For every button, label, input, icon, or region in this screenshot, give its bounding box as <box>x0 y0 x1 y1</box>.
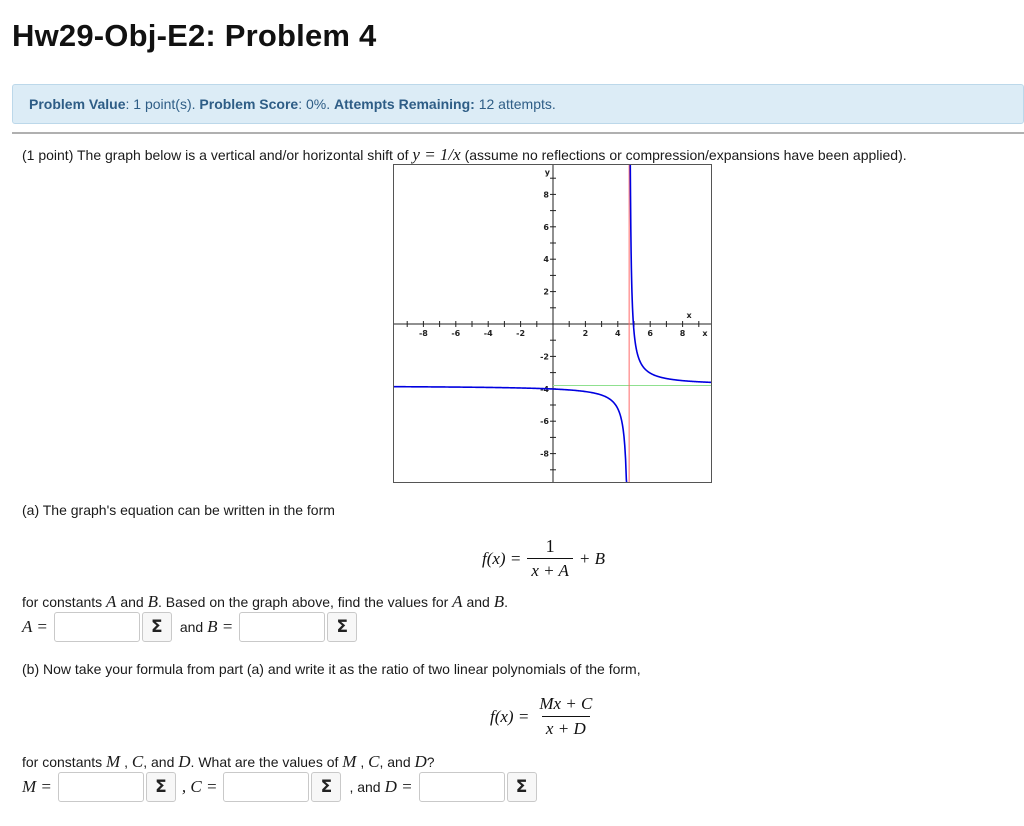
formula-b-lhs: f(x) = <box>490 706 530 726</box>
and-text-2: and <box>466 594 490 610</box>
var-a: A <box>106 592 117 611</box>
equation-editor-a-button[interactable]: Σ <box>142 612 172 642</box>
problem-intro <box>22 145 907 165</box>
problem-score-text: : 0%. <box>298 96 331 112</box>
label-a: A = <box>22 617 48 636</box>
y-tick-label: 8 <box>543 190 549 200</box>
problem-value-text: : 1 point(s). <box>125 96 196 112</box>
divider <box>12 132 1024 134</box>
answer-b-input[interactable] <box>239 612 325 642</box>
part-b-formula <box>490 694 602 739</box>
answer-d-input[interactable] <box>419 772 505 802</box>
var-c: C <box>131 752 144 771</box>
x-tick-label: 8 <box>679 329 686 338</box>
and-text-b-2: , and <box>379 754 411 770</box>
y-tick-label: 4 <box>543 255 549 265</box>
intro-suffix: (assume no reflections or compression/expansions have been applied). <box>464 147 907 163</box>
answer-m-input[interactable] <box>58 772 144 802</box>
x-tick-label: 6 <box>647 329 653 338</box>
var-c-2: C <box>368 752 380 771</box>
formula-a-lhs: f(x) = <box>482 548 522 568</box>
q-text-1: for constants <box>22 754 103 770</box>
equation-editor-d-button[interactable]: Σ <box>507 772 537 802</box>
q-text-2: . What are the values of <box>190 754 339 770</box>
problem-info-bar <box>12 84 1024 124</box>
x-tick-label: 2 <box>582 329 589 338</box>
attempts-remaining-text: 12 attempts. <box>478 96 556 112</box>
end-text: . <box>504 594 508 610</box>
and-text: and <box>120 594 144 610</box>
problem-score-label: Problem Score <box>199 96 299 112</box>
formula-b-numerator: Mx + C <box>539 694 593 713</box>
constants-text-1: for constants <box>22 594 103 610</box>
and-d-text: , and <box>349 779 381 795</box>
graph-canvas <box>394 165 711 482</box>
q-end: ? <box>426 754 435 770</box>
y-tick-label: 6 <box>543 222 549 232</box>
var-d-2: D <box>414 752 427 771</box>
part-a-constants-text <box>22 592 508 612</box>
part-a-answers <box>22 612 357 642</box>
x-axis-label-upper: x <box>686 311 692 320</box>
curve-left-branch <box>394 384 629 482</box>
and-between: and <box>179 619 204 635</box>
answer-a-input[interactable] <box>54 612 140 642</box>
function-graph <box>393 164 712 483</box>
var-d: D <box>178 752 191 771</box>
var-b: B <box>147 592 158 611</box>
y-tick-label: -8 <box>540 449 549 459</box>
formula-a-denominator: x + A <box>527 558 573 581</box>
x-tick-label: 4 <box>615 329 621 338</box>
formula-a-tail: + B <box>578 548 606 568</box>
x-tick-label: -8 <box>418 329 428 338</box>
and-text-b: , and <box>143 754 175 770</box>
formula-b-denominator: x + D <box>542 716 590 739</box>
comma-1: , <box>124 754 128 770</box>
x-tick-label: -2 <box>516 329 526 338</box>
intro-prefix: (1 point) The graph below is a vertical and/or horizontal shift of <box>22 147 409 163</box>
y-tick-label: 2 <box>543 287 549 297</box>
part-a-formula <box>482 536 605 581</box>
part-a-prompt: (a) The graph's equation can be written in the form <box>22 502 335 518</box>
part-b-constants-text <box>22 752 435 772</box>
var-m-2: M <box>342 752 357 771</box>
y-tick-label: -4 <box>540 384 549 394</box>
label-b: B = <box>207 617 234 636</box>
curve-right-branch <box>629 165 711 383</box>
x-tick-label: -6 <box>451 329 461 338</box>
part-b-answers <box>22 772 537 802</box>
label-m: M = <box>22 777 52 796</box>
part-b-prompt: (b) Now take your formula from part (a) and write it as the ratio of two linear polynomials of the form, <box>22 661 641 677</box>
x-axis-label: x <box>702 329 708 338</box>
constants-text-2: . Based on the graph above, find the values for <box>157 594 449 610</box>
problem-value-label: Problem Value <box>29 96 126 112</box>
comma-2: , <box>360 754 365 770</box>
var-a-2: A <box>452 592 463 611</box>
x-tick-label: -4 <box>483 329 493 338</box>
y-tick-label: -6 <box>540 417 549 427</box>
y-tick-label: -2 <box>540 352 549 362</box>
var-b-2: B <box>493 592 505 611</box>
y-axis-label: y <box>544 168 550 177</box>
label-c: , C = <box>181 777 218 796</box>
attempts-remaining-label: Attempts Remaining: <box>334 96 475 112</box>
formula-a-numerator: 1 <box>545 536 555 556</box>
var-m: M <box>106 752 121 771</box>
equation-editor-m-button[interactable]: Σ <box>146 772 176 802</box>
intro-math: y = 1/x <box>412 145 461 164</box>
equation-editor-c-button[interactable]: Σ <box>311 772 341 802</box>
formula-a-fraction <box>527 536 573 581</box>
page-title: Hw29-Obj-E2: Problem 4 <box>12 18 377 53</box>
label-d: D = <box>384 777 413 796</box>
equation-editor-b-button[interactable]: Σ <box>327 612 357 642</box>
answer-c-input[interactable] <box>223 772 309 802</box>
formula-b-fraction <box>535 694 596 739</box>
